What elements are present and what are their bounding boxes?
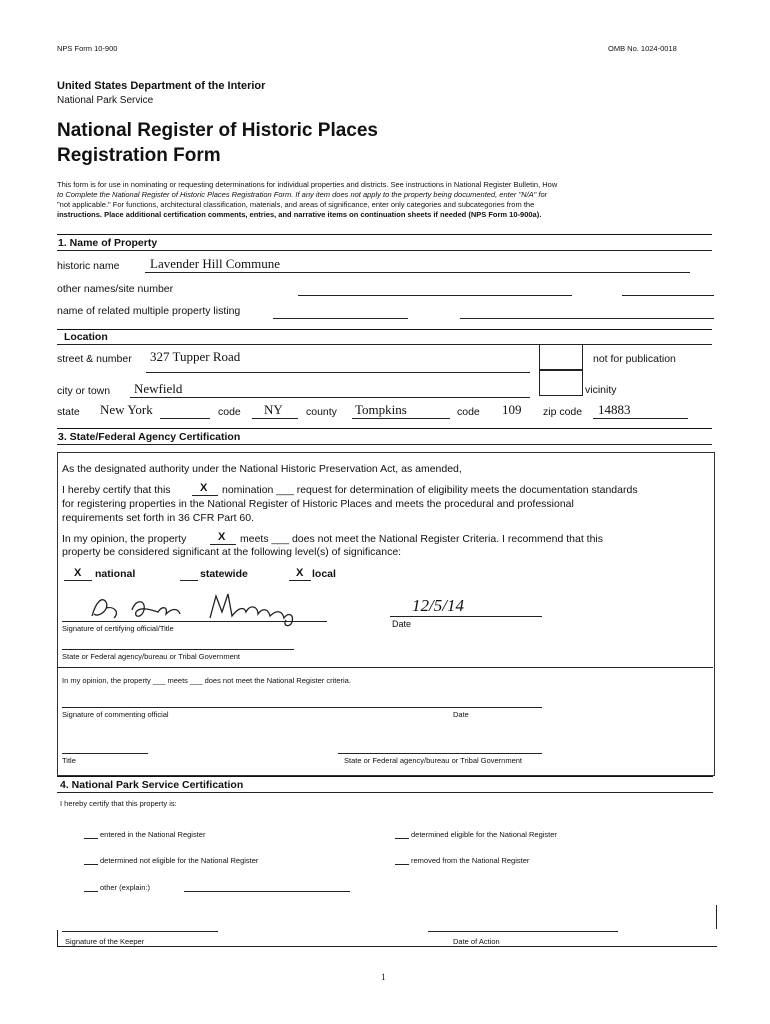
historic-name-label: historic name [57,260,120,272]
opinion-line-2: property be considered significant at the following level(s) of significance: [62,546,402,558]
related-listing-field-line-2 [460,318,714,319]
section-4-intro: I hereby certify that this property is: [60,799,177,808]
certify-line-3: requirements set forth in 36 CFR Part 60. [62,512,254,524]
other-mark-line[interactable] [84,891,98,892]
not-for-publication-label: not for publication [593,353,676,365]
state-code-value[interactable]: NY [264,402,283,417]
section-4-heading-rule [57,792,713,793]
statewide-label: statewide [200,568,248,580]
keeper-signature-label: Signature of the Keeper [65,937,145,946]
determined-eligible-option: determined eligible for the National Register [411,830,557,839]
commenting-signature-line[interactable] [62,707,542,708]
title-label: Title [62,756,76,765]
street-value[interactable]: 327 Tupper Road [150,349,241,364]
certify-mark-line [192,495,218,496]
section-3-top-rule [57,428,712,429]
opinion-meets-mark[interactable]: X [218,531,226,543]
national-label: national [95,568,136,580]
certify-line-2: for registering properties in the National Register of Historic Places and meets the procedural and professional [62,498,574,510]
related-listing-label: name of related multiple property listing [57,305,241,317]
local-mark[interactable]: X [296,567,304,579]
other-names-field-line-2 [622,295,714,296]
historic-name-field-line [145,272,690,273]
state-field-line [160,418,210,419]
vicinity-label: vicinity [585,384,617,396]
section-2-heading: Location [64,331,108,343]
other-names-field-line[interactable] [298,295,572,296]
section-2-heading-rule [57,344,712,345]
instructions-line-2: to Complete the National Register of Historic Places Registration Form. If any item does not apply to the property being documented, enter "N/A" for [57,190,548,199]
zip-field-line [593,418,688,419]
entered-option: entered in the National Register [100,830,206,839]
instructions-line-3: "not applicable." For functions, architectural classification, materials, and areas of significance, enter only categories and subcategories from the [57,200,535,209]
county-code-label: code [457,406,480,418]
county-value[interactable]: Tompkins [355,402,407,417]
title-field-line[interactable] [62,753,148,754]
section-1-heading: 1. Name of Property [58,237,158,249]
omb-number: OMB No. 1024-0018 [608,44,677,53]
local-label: local [312,568,336,580]
opinion-prefix: In my opinion, the property [62,533,187,545]
removed-option: removed from the National Register [411,856,530,865]
certification-date-value[interactable]: 12/5/14 [412,596,464,615]
national-mark-line [64,580,92,581]
entered-mark-line[interactable] [84,838,98,839]
other-names-label: other names/site number [57,283,174,295]
section-4-bottom-rule [57,946,717,947]
street-field-line [146,372,530,373]
city-field-line [130,397,530,398]
page-subtitle: Registration Form [57,145,221,166]
section-3-heading: 3. State/Federal Agency Certification [58,431,241,443]
authority-statement: As the designated authority under the National Historic Preservation Act, as amended, [62,463,462,475]
street-label: street & number [57,353,132,365]
related-listing-field-line[interactable] [273,318,408,319]
commenting-signature-label: Signature of commenting official [62,710,169,719]
other-explain-line[interactable] [184,891,350,892]
commenting-divider [57,667,713,668]
page-title: National Register of Historic Places [57,120,378,141]
signature-label: Signature of certifying official/Title [62,624,174,633]
department: United States Department of the Interior [57,80,266,92]
section-3-heading-rule [57,444,712,445]
date-label: Date [392,619,412,629]
action-date-line[interactable] [428,931,618,932]
state-label: state [57,406,80,418]
county-code-value[interactable]: 109 [502,402,522,417]
certify-prefix: I hereby certify that this [62,484,171,496]
commenting-date-label: Date [453,710,469,719]
service: National Park Service [57,95,154,106]
state-agency-label: State or Federal agency/bureau or Tribal Government [62,652,241,661]
state-code-label: code [218,406,241,418]
section-4-heading: 4. National Park Service Certification [60,779,244,791]
certifying-official-signature [62,588,322,628]
section-4-top-rule [57,776,713,777]
signature-field-line[interactable] [62,621,327,622]
state-agency-label-2: State or Federal agency/bureau or Tribal Government [344,756,523,765]
not-for-publication-checkbox[interactable] [539,344,583,370]
section-4-left-mark [57,930,58,946]
agency-field-line[interactable] [62,649,294,650]
instructions-line-4: instructions. Place additional certification comments, entries, and narrative items on continuation sheets if needed (NPS Form 10-900a). [57,210,542,219]
determined-not-eligible-option: determined not eligible for the National Register [100,856,259,865]
date-field-line [390,616,542,617]
state-value[interactable]: New York [100,402,153,417]
national-mark[interactable]: X [74,567,82,579]
not-eligible-mark-line[interactable] [84,864,98,865]
local-mark-line [289,580,311,581]
other-option: other (explain:) [100,883,151,892]
agency2-field-line[interactable] [338,753,542,754]
city-value[interactable]: Newfield [134,381,183,396]
county-label: county [306,406,337,418]
keeper-signature-line[interactable] [62,931,218,932]
historic-name-value[interactable]: Lavender Hill Commune [150,256,280,271]
removed-mark-line[interactable] [395,864,409,865]
opinion-rest: meets ___ does not meet the National Register Criteria. I recommend that this [240,533,604,545]
statewide-mark-line[interactable] [180,580,198,581]
zip-label: zip code [543,406,583,418]
section-4-right-mark [716,905,717,929]
certify-nomination-mark[interactable]: X [200,482,208,494]
determined-eligible-mark-line[interactable] [395,838,409,839]
vicinity-checkbox[interactable] [539,370,583,396]
county-field-line [352,418,450,419]
instructions-line-1: This form is for use in nominating or requesting determinations for individual properties and districts. See instructions in National Register Bulletin, How [57,180,558,189]
zip-value[interactable]: 14883 [598,402,631,417]
form-id: NPS Form 10-900 [57,44,118,53]
city-label: city or town [57,385,111,397]
certify-rest: nomination ___ request for determination of eligibility meets the documentation standards [222,484,638,496]
section-1-top-rule [57,234,712,235]
section-1-heading-rule [57,250,712,251]
section-2-top-rule [57,329,712,330]
page-number: 1 [381,972,386,982]
comment-opinion: In my opinion, the property ___ meets ___ does not meet the National Register criteria. [62,676,351,685]
state-code-field-line [252,418,298,419]
opinion-mark-line [210,544,236,545]
action-date-label: Date of Action [453,937,500,946]
